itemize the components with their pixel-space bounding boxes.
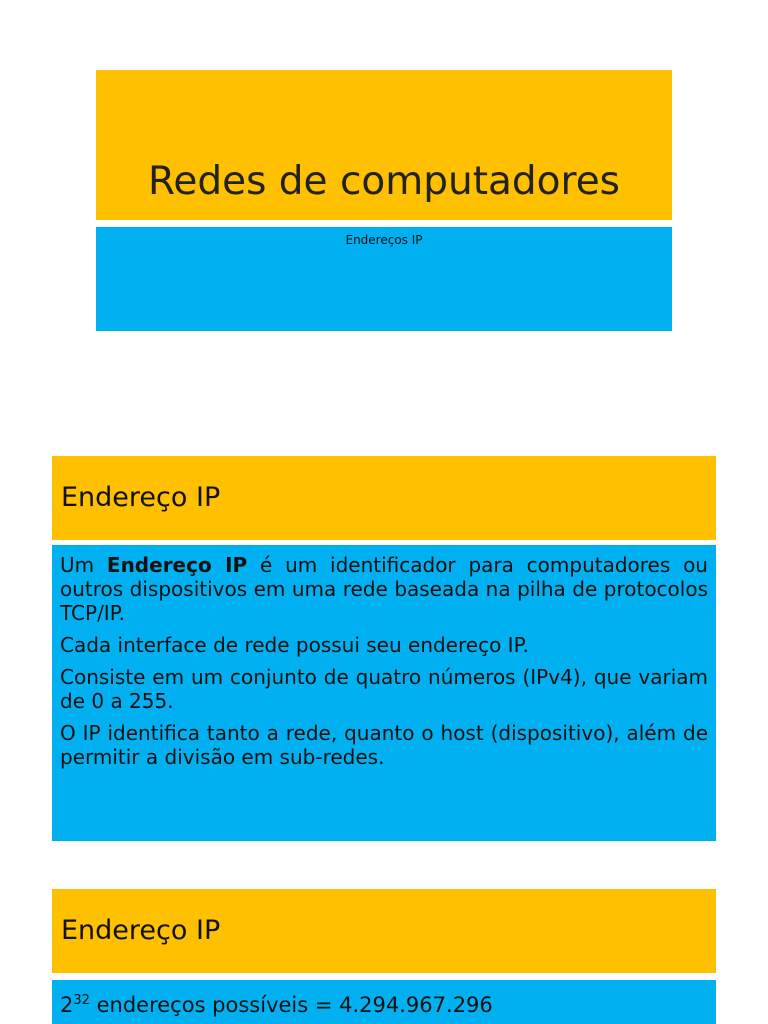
slide1-p1-prefix: Um [60, 553, 107, 577]
slide2-body [52, 980, 716, 1024]
slide1-paragraph-2: Cada interface de rede possui seu endereço IP. [60, 633, 529, 657]
slide1-paragraph-3: Consiste em um conjunto de quatro números (IPv4), que variam de 0 a 255. [60, 665, 708, 713]
slide2-header [52, 889, 716, 973]
slide2-base: 2 [60, 993, 74, 1017]
slide1-p1-bold-term: Endereço IP [106, 553, 248, 577]
slide1-paragraph-4: O IP identifica tanto a rede, quanto o host (dispositivo), além de permitir a divisão em sub-redes. [60, 721, 708, 769]
slide1-body [52, 545, 716, 841]
title-slide-header [96, 70, 672, 220]
slide1-header [52, 456, 716, 540]
slide2-exponent: 32 [73, 993, 90, 1008]
slide1-p1-suffix: é um identificador para computadores ou outros dispositivos em uma rede baseada na pilha de protocolos TCP/IP. [60, 553, 708, 625]
slide2-heading: Endereço IP [61, 915, 221, 946]
presentation-title: Redes de computadores [147, 159, 621, 204]
slide1-heading: Endereço IP [61, 482, 221, 513]
slide2-rest: endereços possíveis = 4.294.967.296 [89, 993, 493, 1017]
presentation-subtitle: Endereços IP [345, 233, 423, 247]
slide1-paragraph-1 [60, 553, 708, 625]
slide2-address-count [60, 988, 708, 1017]
title-slide-subtitle-band [96, 227, 672, 331]
